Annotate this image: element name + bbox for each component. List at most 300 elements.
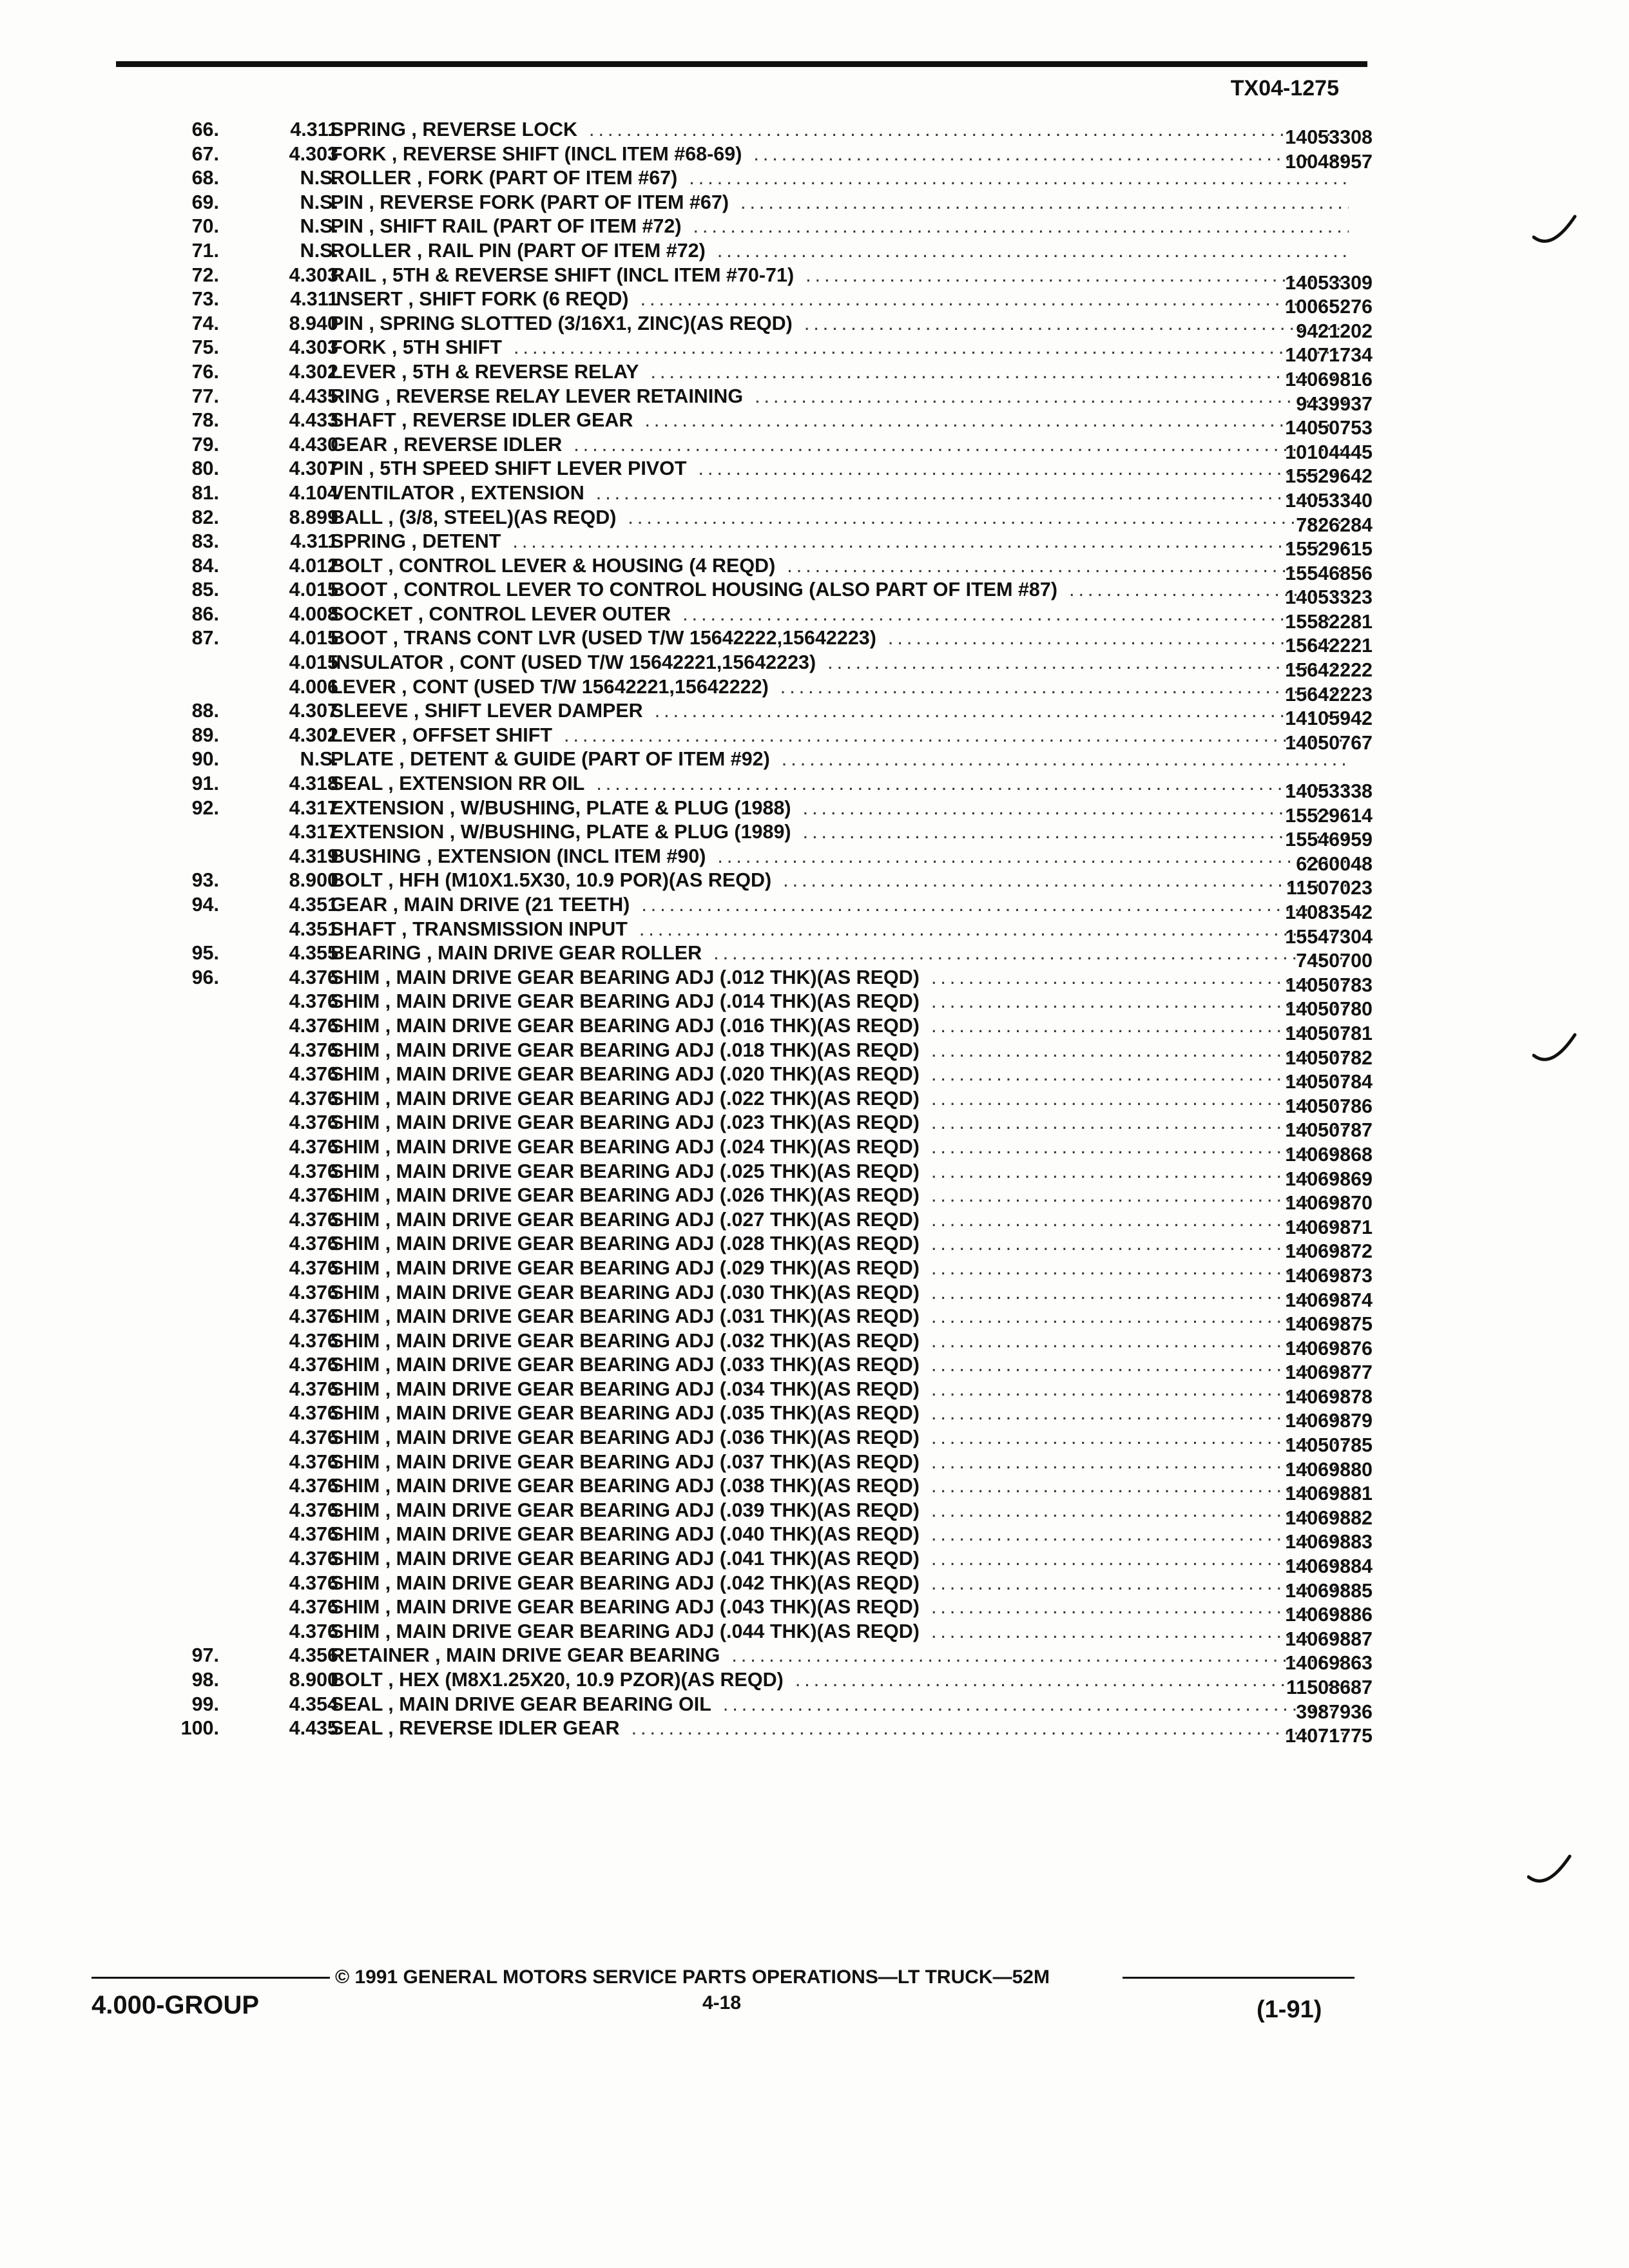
part-description: LEVER , 5TH & REVERSE RELAY ..... [331, 361, 1349, 383]
part-detail: W/BUSHING, PLATE & PLUG (1989) [460, 821, 791, 843]
parts-row [129, 796, 1373, 827]
part-description: SHIM , MAIN DRIVE GEAR BEARING ADJ (.029 THK)(AS REQD) ..... [331, 1257, 1349, 1280]
part-name: ROLLER [331, 167, 412, 189]
parts-row [129, 1208, 1373, 1238]
group-number: 4.376 [289, 1208, 338, 1231]
part-detail: REVERSE LOCK [422, 119, 578, 140]
group-number: 4.319 [289, 845, 338, 867]
part-detail: TRANS CONT LVR (USED T/W 15642222,15642223) [403, 627, 876, 649]
part-name: SEAL [331, 1693, 383, 1715]
group-number: 8.940 [289, 312, 338, 334]
parts-row [129, 1135, 1373, 1166]
part-description: SHIM , MAIN DRIVE GEAR BEARING ADJ (.027 THK)(AS REQD) ..... [331, 1209, 1349, 1231]
item-index: 97. [191, 1644, 219, 1667]
part-number: 14050784 [1285, 1071, 1373, 1093]
group-number: 4.302 [289, 360, 338, 383]
part-detail: MAIN DRIVE GEAR BEARING ADJ (.028 THK)(AS REQD) [396, 1233, 920, 1255]
part-description: SHIM , MAIN DRIVE GEAR BEARING ADJ (.031 THK)(AS REQD) ..... [331, 1305, 1349, 1328]
part-name: SPRING [331, 530, 406, 553]
parts-row [129, 1014, 1373, 1044]
group-number: 4.318 [289, 773, 338, 795]
part-name: SHIM [331, 1354, 380, 1376]
part-name: SPRING [331, 119, 406, 140]
group-number: 4.435 [289, 385, 338, 407]
part-number: 15547304 [1285, 925, 1373, 948]
part-number: 14053309 [1285, 271, 1373, 294]
parts-row [129, 579, 1373, 609]
part-name: INSULATOR [331, 651, 444, 674]
part-description: SHIM , MAIN DRIVE GEAR BEARING ADJ (.040 THK)(AS REQD) ..... [331, 1523, 1349, 1546]
parts-row [129, 1548, 1373, 1578]
part-detail: MAIN DRIVE GEAR BEARING ADJ (.027 THK)(AS REQD) [396, 1208, 920, 1231]
group-number: N.S. [300, 167, 338, 189]
group-number: 4.376 [289, 1184, 338, 1207]
parts-row [129, 1499, 1373, 1529]
parts-row [129, 894, 1373, 923]
part-name: SHIM [331, 1305, 380, 1328]
part-name: BALL [331, 506, 383, 528]
item-index: 81. [191, 481, 219, 504]
part-number: 14050753 [1285, 417, 1373, 439]
part-description: SPRING , REVERSE LOCK ..... [331, 119, 1349, 141]
item-index: 70. [191, 215, 219, 238]
part-name: SHIM [331, 1087, 380, 1110]
part-detail: 5TH & REVERSE RELAY [412, 360, 639, 383]
group-number: 4.008 [289, 602, 338, 625]
part-number: 15529642 [1285, 465, 1373, 488]
item-index: 82. [191, 506, 219, 528]
group-number: 4.376 [289, 990, 338, 1013]
part-detail: DETENT [422, 530, 501, 553]
part-name: SLEEVE [331, 700, 409, 722]
part-number: 14069877 [1285, 1361, 1373, 1384]
parts-row [129, 336, 1373, 367]
part-detail: CONTROL LEVER TO CONTROL HOUSING (ALSO PART OF ITEM #87) [403, 579, 1057, 601]
item-index: 88. [191, 700, 219, 722]
item-index: 80. [191, 457, 219, 480]
item-index: 98. [191, 1669, 219, 1691]
part-description: SOCKET , CONTROL LEVER OUTER ..... [331, 603, 1349, 626]
part-detail: MAIN DRIVE GEAR BEARING ADJ (.044 THK)(AS REQD) [396, 1620, 920, 1642]
part-description: SEAL , REVERSE IDLER GEAR ..... [331, 1717, 1349, 1740]
part-name: EXTENSION [331, 796, 445, 819]
group-number: 4.376 [289, 1620, 338, 1642]
item-index: 77. [191, 385, 219, 407]
group-number: 4.376 [289, 1281, 338, 1303]
part-name: SHIM [331, 1402, 380, 1425]
group-number: 4.376 [289, 1160, 338, 1182]
parts-row [129, 119, 1373, 148]
part-description: LEVER , OFFSET SHIFT ..... [331, 724, 1349, 747]
part-description: RING , REVERSE RELAY LEVER RETAINING ..... [331, 385, 1349, 408]
part-number: 14053338 [1285, 780, 1373, 803]
part-name: FORK [331, 336, 387, 359]
group-number: 4.307 [289, 457, 338, 480]
parts-row [129, 1063, 1373, 1093]
group-number: 4.015 [289, 627, 338, 649]
part-detail: MAIN DRIVE GEAR BEARING OIL [399, 1693, 711, 1715]
item-index: 79. [191, 433, 219, 456]
group-number: 4.354 [289, 1693, 338, 1715]
group-number: N.S. [300, 215, 338, 238]
parts-row [129, 918, 1373, 948]
item-index: 90. [191, 748, 219, 771]
part-number: 14050787 [1285, 1119, 1373, 1142]
item-index: 92. [191, 796, 219, 819]
part-detail: MAIN DRIVE GEAR BEARING ADJ (.038 THK)(AS REQD) [396, 1475, 920, 1497]
part-description: SHIM , MAIN DRIVE GEAR BEARING ADJ (.037 THK)(AS REQD) ..... [331, 1451, 1349, 1474]
part-name: RAIL [331, 264, 376, 286]
parts-row [129, 142, 1373, 173]
group-number: 4.376 [289, 1548, 338, 1570]
part-description: BOOT , TRANS CONT LVR (USED T/W 15642222,15642223) ..... [331, 627, 1349, 649]
parts-row [129, 1450, 1373, 1481]
part-name: PIN [331, 457, 363, 480]
parts-row [129, 409, 1373, 439]
parts-row [129, 773, 1373, 803]
part-description: SEAL , EXTENSION RR OIL ..... [331, 773, 1349, 795]
parts-row [129, 215, 1373, 240]
part-number: 14069886 [1285, 1604, 1373, 1626]
part-description: SHIM , MAIN DRIVE GEAR BEARING ADJ (.026 THK)(AS REQD) ..... [331, 1184, 1349, 1207]
part-detail: SPRING SLOTTED (3/16X1, ZINC)(AS REQD) [380, 312, 793, 334]
part-detail: CONTROL LEVER OUTER [429, 602, 671, 625]
group-number: 4.376 [289, 1523, 338, 1546]
item-index: 89. [191, 724, 219, 746]
part-detail: FORK (PART OF ITEM #67) [427, 167, 678, 189]
part-name: BOLT [331, 1669, 383, 1691]
parts-row [129, 457, 1373, 488]
part-number: 14069879 [1285, 1410, 1373, 1432]
part-detail: MAIN DRIVE GEAR BEARING ADJ (.033 THK)(AS REQD) [396, 1354, 920, 1376]
part-name: BOLT [331, 554, 383, 577]
part-detail: 5TH SHIFT [402, 336, 503, 359]
part-name: RING [331, 385, 380, 407]
item-index: 66. [191, 119, 219, 140]
part-description: SHIM , MAIN DRIVE GEAR BEARING ADJ (.042 THK)(AS REQD) ..... [331, 1572, 1349, 1595]
parts-row [129, 264, 1373, 294]
part-description: SHIM , MAIN DRIVE GEAR BEARING ADJ (.043 THK)(AS REQD) ..... [331, 1596, 1349, 1619]
part-name: PIN [331, 312, 363, 334]
parts-row [129, 312, 1373, 342]
parts-row [129, 1281, 1373, 1311]
part-name: BOOT [331, 627, 388, 649]
part-name: SEAL [331, 1717, 383, 1740]
part-number: 14069869 [1285, 1168, 1373, 1190]
part-name: LEVER [331, 675, 396, 698]
part-description: PIN , REVERSE FORK (PART OF ITEM #67) ..... [331, 191, 1349, 214]
part-description: SHIM , MAIN DRIVE GEAR BEARING ADJ (.012 THK)(AS REQD) ..... [331, 966, 1349, 989]
part-number: 9439937 [1296, 392, 1373, 415]
part-name: GEAR [331, 433, 388, 456]
part-description: ROLLER , RAIL PIN (PART OF ITEM #72) ..... [331, 240, 1349, 262]
group-number: N.S. [300, 748, 338, 771]
part-detail: SHIFT RAIL (PART OF ITEM #72) [380, 215, 682, 238]
part-number: 15642221 [1285, 635, 1373, 657]
parts-row [129, 1475, 1373, 1505]
part-detail: REVERSE IDLER GEAR [399, 1717, 620, 1740]
part-detail: EXTENSION [470, 481, 584, 504]
group-number: 4.376 [289, 1596, 338, 1619]
part-description: SHIM , MAIN DRIVE GEAR BEARING ADJ (.022 THK)(AS REQD) ..... [331, 1088, 1349, 1110]
parts-row [129, 1402, 1373, 1432]
group-number: 4.376 [289, 1135, 338, 1158]
part-detail: SHIFT FORK (6 REQD) [419, 288, 629, 311]
parts-row [129, 1427, 1373, 1457]
part-number: 14069885 [1285, 1579, 1373, 1602]
group-number: 4.376 [289, 1014, 338, 1037]
part-name: ROLLER [331, 239, 412, 262]
part-description: PLATE , DETENT & GUIDE (PART OF ITEM #92) ..... [331, 748, 1349, 771]
part-detail: MAIN DRIVE GEAR BEARING ADJ (.041 THK)(AS REQD) [396, 1548, 920, 1570]
group-number: 4.376 [289, 966, 338, 988]
part-detail: SHIFT LEVER DAMPER [424, 700, 643, 722]
part-description: BOOT , CONTROL LEVER TO CONTROL HOUSING (ALSO PART OF ITEM #87) ..... [331, 579, 1349, 601]
part-detail: MAIN DRIVE GEAR BEARING ADJ (.040 THK)(AS REQD) [396, 1523, 920, 1546]
item-index: 93. [191, 869, 219, 892]
item-index: 83. [191, 530, 219, 553]
part-detail: MAIN DRIVE GEAR BEARING ADJ (.037 THK)(AS REQD) [396, 1450, 920, 1473]
part-number: 14069876 [1285, 1337, 1373, 1360]
part-detail: MAIN DRIVE GEAR BEARING [446, 1644, 720, 1667]
parts-row [129, 167, 1373, 191]
part-description: FORK , 5TH SHIFT ..... [331, 336, 1349, 359]
item-index: 78. [191, 409, 219, 432]
group-number: 4.376 [289, 1427, 338, 1449]
part-description: GEAR , MAIN DRIVE (21 TEETH) ..... [331, 894, 1349, 916]
part-number: 14050786 [1285, 1095, 1373, 1117]
part-name: SHIM [331, 1039, 380, 1061]
part-detail: MAIN DRIVE GEAR BEARING ADJ (.035 THK)(AS REQD) [396, 1402, 920, 1425]
part-description: SHIM , MAIN DRIVE GEAR BEARING ADJ (.014 THK)(AS REQD) ..... [331, 990, 1349, 1013]
page-number: 4-18 [702, 1992, 742, 2013]
part-name: SHIM [331, 1184, 380, 1207]
group-number: N.S. [300, 191, 338, 213]
part-number: 10104445 [1285, 441, 1373, 463]
group-label: 4.000-GROUP [92, 1991, 260, 2019]
footer-rule-right [1123, 1977, 1354, 1979]
parts-row [129, 1693, 1373, 1723]
group-number: 4.376 [289, 1475, 338, 1497]
group-number: 4.311 [290, 530, 338, 553]
parts-row [129, 1644, 1373, 1675]
part-number: 14050785 [1285, 1434, 1373, 1457]
parts-row [129, 1039, 1373, 1069]
parts-row [129, 990, 1373, 1021]
parts-row [129, 675, 1373, 706]
revision-date: (1-91) [1257, 1996, 1322, 2023]
item-index: 74. [191, 312, 219, 334]
group-number: 8.900 [289, 1669, 338, 1691]
item-index: 91. [191, 773, 219, 795]
parts-row [129, 966, 1373, 996]
check-mark-3 [1527, 1852, 1572, 1891]
part-name: LEVER [331, 724, 396, 746]
part-description: SEAL , MAIN DRIVE GEAR BEARING OIL ..... [331, 1693, 1349, 1716]
group-number: 8.900 [289, 869, 338, 892]
part-name: SHIM [331, 1571, 380, 1594]
part-description: LEVER , CONT (USED T/W 15642221,15642222) ..... [331, 676, 1349, 698]
group-number: 4.351 [289, 918, 338, 940]
group-number: 4.376 [289, 1111, 338, 1134]
group-number: 4.351 [289, 894, 338, 916]
part-number: 14050783 [1285, 974, 1373, 996]
part-name: SHIM [331, 1014, 380, 1037]
part-number: 14053323 [1285, 586, 1373, 609]
item-index: 73. [191, 288, 219, 311]
group-number: 4.006 [289, 675, 338, 698]
part-number: 14071734 [1285, 344, 1373, 367]
part-name: SHIM [331, 1111, 380, 1134]
part-name: SHIM [331, 1620, 380, 1642]
part-description: SHIM , MAIN DRIVE GEAR BEARING ADJ (.018 THK)(AS REQD) ..... [331, 1039, 1349, 1062]
group-number: 4.376 [289, 1402, 338, 1425]
part-detail: REVERSE FORK (PART OF ITEM #67) [380, 191, 729, 213]
part-name: SHIM [331, 1427, 380, 1449]
part-detail: MAIN DRIVE GEAR BEARING ADJ (.036 THK)(AS REQD) [396, 1427, 920, 1449]
part-number: 15642223 [1285, 683, 1373, 706]
group-number: 4.435 [289, 1717, 338, 1740]
check-mark-1 [1532, 213, 1577, 251]
part-number: 14053308 [1285, 126, 1373, 148]
part-description: SHIM , MAIN DRIVE GEAR BEARING ADJ (.024 THK)(AS REQD) ..... [331, 1136, 1349, 1158]
part-name: SHIM [331, 1160, 380, 1182]
part-description: BALL , (3/8, STEEL)(AS REQD) ..... [331, 506, 1349, 529]
part-description: SHIM , MAIN DRIVE GEAR BEARING ADJ (.016 THK)(AS REQD) ..... [331, 1015, 1349, 1037]
part-number: 14069816 [1285, 368, 1373, 390]
part-detail: MAIN DRIVE GEAR BEARING ADJ (.042 THK)(AS REQD) [396, 1571, 920, 1594]
part-detail: MAIN DRIVE GEAR BEARING ADJ (.030 THK)(AS REQD) [396, 1281, 920, 1303]
item-index: 86. [191, 602, 219, 625]
parts-row [129, 602, 1373, 633]
group-number: 4.376 [289, 1571, 338, 1594]
parts-row [129, 360, 1373, 390]
part-number: 14069872 [1285, 1240, 1373, 1263]
part-detail: MAIN DRIVE GEAR BEARING ADJ (.022 THK)(AS REQD) [396, 1087, 920, 1110]
part-description: SPRING , DETENT ..... [331, 530, 1349, 553]
part-name: SHIM [331, 1135, 380, 1158]
part-number: 14069873 [1285, 1264, 1373, 1287]
parts-row [129, 700, 1373, 730]
part-number: 11508687 [1286, 1677, 1373, 1698]
part-name: EXTENSION [331, 821, 445, 843]
part-description: SHIM , MAIN DRIVE GEAR BEARING ADJ (.044 THK)(AS REQD) ..... [331, 1620, 1349, 1643]
part-number: 15642222 [1285, 659, 1373, 682]
part-detail: CONTROL LEVER & HOUSING (4 REQD) [399, 554, 776, 577]
part-description: INSULATOR , CONT (USED T/W 15642221,15642223) ..... [331, 651, 1349, 674]
item-index: 76. [191, 360, 219, 383]
item-index: 69. [191, 191, 219, 213]
dot-leader [512, 530, 1349, 553]
part-description: FORK , REVERSE SHIFT (INCL ITEM #68-69) ..... [331, 143, 1349, 166]
part-description: SHIM , MAIN DRIVE GEAR BEARING ADJ (.023 THK)(AS REQD) ..... [331, 1111, 1349, 1134]
part-description: SHIM , MAIN DRIVE GEAR BEARING ADJ (.030 THK)(AS REQD) ..... [331, 1282, 1349, 1304]
part-description: RAIL , 5TH & REVERSE SHIFT (INCL ITEM #70-71) ..... [331, 264, 1349, 287]
group-number: 4.376 [289, 1256, 338, 1279]
part-description: BEARING , MAIN DRIVE GEAR ROLLER ..... [331, 942, 1349, 965]
dot-leader [693, 215, 1349, 238]
part-description: SHIM , MAIN DRIVE GEAR BEARING ADJ (.033 THK)(AS REQD) ..... [331, 1354, 1349, 1376]
parts-row [129, 1523, 1373, 1553]
parts-row [129, 1571, 1373, 1602]
part-detail: HEX (M8X1.25X20, 10.9 PZOR)(AS REQD) [399, 1669, 784, 1691]
group-number: 4.376 [289, 1329, 338, 1352]
part-name: LEVER [331, 360, 396, 383]
part-detail: MAIN DRIVE GEAR BEARING ADJ (.026 THK)(AS REQD) [396, 1184, 920, 1207]
parts-row [129, 1184, 1373, 1215]
part-number: 14069887 [1285, 1628, 1373, 1650]
parts-list [129, 119, 1373, 1747]
group-number: 4.307 [289, 700, 338, 722]
part-detail: MAIN DRIVE GEAR BEARING ADJ (.012 THK)(AS REQD) [396, 966, 920, 988]
part-name: SHIM [331, 1256, 380, 1279]
part-detail: (3/8, STEEL)(AS REQD) [399, 506, 617, 528]
part-description: SHIM , MAIN DRIVE GEAR BEARING ADJ (.036 THK)(AS REQD) ..... [331, 1427, 1349, 1449]
part-detail: MAIN DRIVE GEAR BEARING ADJ (.020 THK)(AS REQD) [396, 1063, 920, 1086]
parts-row [129, 530, 1373, 561]
part-number: 6260048 [1296, 852, 1373, 875]
parts-row [129, 1717, 1373, 1747]
item-index: 96. [191, 966, 219, 988]
part-description: SHIM , MAIN DRIVE GEAR BEARING ADJ (.025 THK)(AS REQD) ..... [331, 1160, 1349, 1183]
part-name: SHIM [331, 1596, 380, 1619]
part-description: SLEEVE , SHIFT LEVER DAMPER ..... [331, 700, 1349, 722]
part-number: 14069871 [1285, 1216, 1373, 1238]
part-number: 14069881 [1285, 1483, 1373, 1505]
copyright-text: © 1991 GENERAL MOTORS SERVICE PARTS OPERATIONS—LT TRUCK—52M [335, 1966, 1050, 1988]
part-number: 15546856 [1285, 562, 1373, 584]
part-name: BEARING [331, 942, 421, 965]
part-name: SHIM [331, 1450, 380, 1473]
part-detail: MAIN DRIVE GEAR ROLLER [438, 942, 702, 965]
group-number: 4.376 [289, 1063, 338, 1086]
parts-row [129, 651, 1373, 682]
part-name: PLATE [331, 748, 394, 771]
item-index: 72. [191, 264, 219, 286]
part-number: 14105942 [1285, 707, 1373, 730]
dot-leader [514, 336, 1349, 359]
part-detail: MAIN DRIVE GEAR BEARING ADJ (.016 THK)(AS REQD) [396, 1014, 920, 1037]
part-detail: RAIL PIN (PART OF ITEM #72) [427, 239, 706, 262]
parts-row [129, 869, 1373, 899]
part-description: PIN , SPRING SLOTTED (3/16X1, ZINC)(AS REQD) ..... [331, 312, 1349, 335]
group-number: 4.012 [289, 554, 338, 577]
dot-leader [717, 240, 1349, 262]
part-description: EXTENSION , W/BUSHING, PLATE & PLUG (1989) ..... [331, 821, 1349, 843]
part-detail: REVERSE SHIFT (INCL ITEM #68-69) [402, 142, 742, 165]
part-number: 14069874 [1285, 1289, 1373, 1311]
part-number: 14053340 [1285, 489, 1373, 512]
part-number: 14050767 [1285, 731, 1373, 754]
part-detail: 5TH SPEED SHIFT LEVER PIVOT [380, 457, 687, 480]
document-code: TX04-1275 [1230, 76, 1339, 101]
part-number: 14071775 [1285, 1725, 1373, 1747]
part-detail: DETENT & GUIDE (PART OF ITEM #92) [410, 748, 770, 771]
parts-row [129, 1087, 1373, 1117]
part-name: RETAINER [331, 1644, 430, 1667]
item-index: 87. [191, 627, 219, 649]
part-name: SHIM [331, 1281, 380, 1303]
part-number: 14069880 [1285, 1458, 1373, 1481]
part-description: ROLLER , FORK (PART OF ITEM #67) ..... [331, 167, 1349, 189]
parts-row [129, 506, 1373, 536]
dot-leader [782, 748, 1349, 771]
group-number: 4.376 [289, 1499, 338, 1521]
part-detail: HFH (M10X1.5X30, 10.9 POR)(AS REQD) [399, 869, 772, 892]
part-name: SHIM [331, 1548, 380, 1570]
group-number: 4.303 [289, 264, 338, 286]
part-description: BUSHING , EXTENSION (INCL ITEM #90) ..... [331, 845, 1349, 868]
